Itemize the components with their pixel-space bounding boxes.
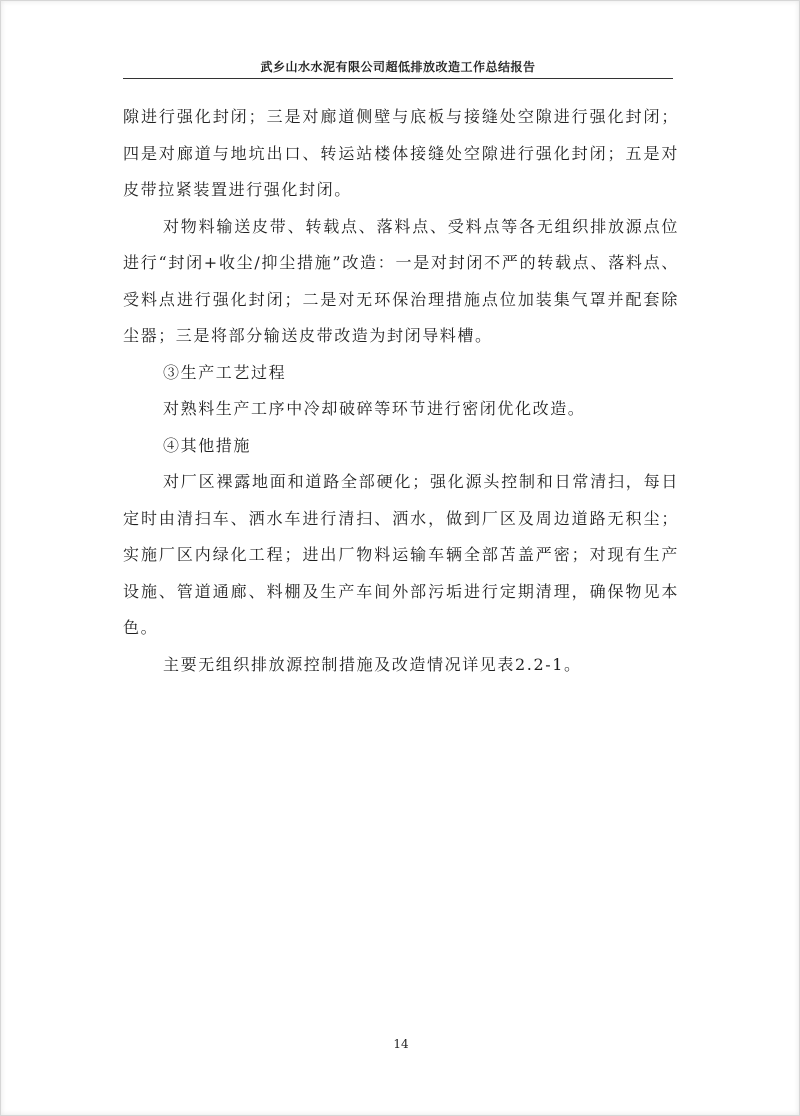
subheading-production-process: ③生产工艺过程 <box>163 362 287 382</box>
page-number: 14 <box>393 1037 409 1051</box>
paragraph-other-measures: 对厂区裸露地面和道路全部硬化；强化源头控制和日常清扫，每日定时由清扫车、洒水车进行清扫、洒水，做到厂区及周边道路无积尘；实施厂区内绿化工程；进出厂物料运输车辆全部苫盖严密；对现有生产设施、管道通廊、料棚及生产车间外部污垢进行定期清理，确保物见本色。 <box>123 472 679 637</box>
body-text <box>123 99 679 683</box>
paragraph-production-process: 对熟料生产工序中冷却破碎等环节进行密闭优化改造。 <box>163 399 586 418</box>
paragraph-sealing-continued: 隙进行强化封闭；三是对廊道侧壁与底板与接缝处空隙进行强化封闭；四是对廊道与地坑出口、转运站楼体接缝处空隙进行强化封闭；五是对皮带拉紧装置进行强化封闭。 <box>123 107 679 199</box>
paragraph-conveyor-modification: 对物料输送皮带、转载点、落料点、受料点等各无组织排放源点位进行“封闭+收尘/抑尘措施”改造：一是对封闭不严的转载点、落料点、受料点进行强化封闭；二是对无环保治理措施点位加装集气罩并配套除尘器；三是将部分输送皮带改造为封闭导料槽。 <box>123 216 679 345</box>
subheading-other-measures: ④其他措施 <box>163 435 252 455</box>
paragraph-table-reference: 主要无组织排放源控制措施及改造情况详见表2.2-1。 <box>163 654 582 674</box>
running-header-title: 武乡山水水泥有限公司超低排放改造工作总结报告 <box>260 60 536 74</box>
header-divider <box>123 78 673 79</box>
